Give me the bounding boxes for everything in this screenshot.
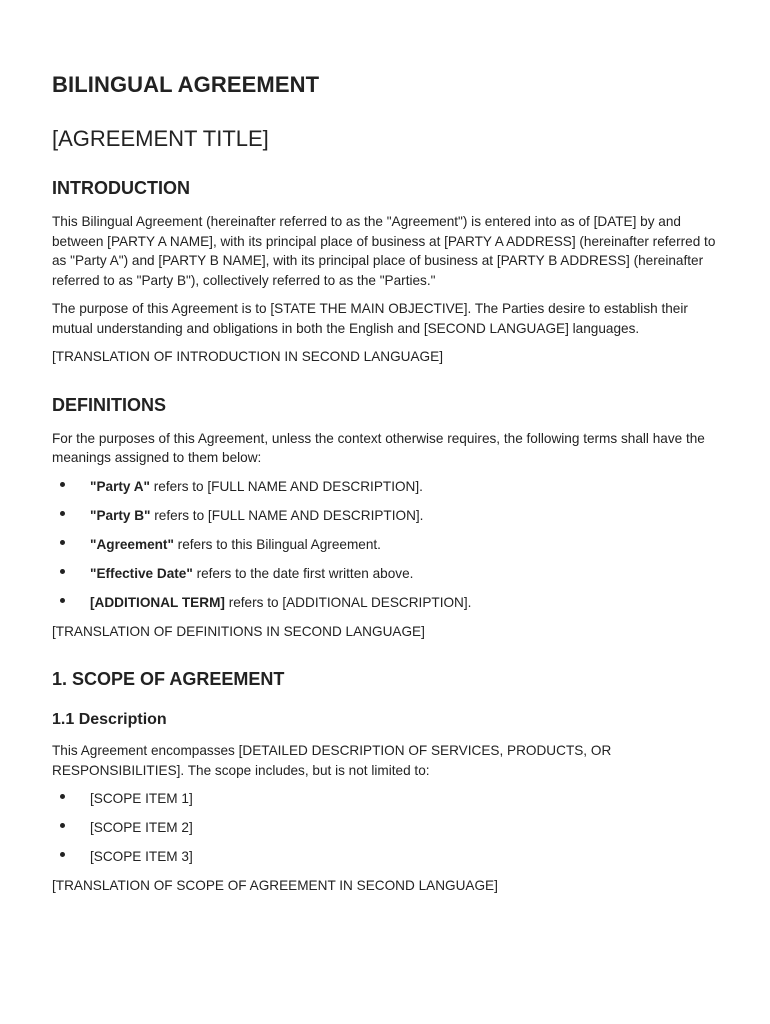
definitions-section xyxy=(52,393,720,642)
agreement-title: [AGREEMENT TITLE] xyxy=(52,126,269,151)
scope-item-text: [SCOPE ITEM 1] xyxy=(90,791,193,806)
definition-item xyxy=(52,506,720,526)
scope-item xyxy=(52,789,720,809)
definition-text: refers to [ADDITIONAL DESCRIPTION]. xyxy=(224,594,472,610)
bullet-icon xyxy=(60,482,65,487)
scope-heading: 1. SCOPE OF AGREEMENT xyxy=(52,669,285,689)
introduction-heading: INTRODUCTION xyxy=(52,178,190,198)
scope-subheading: 1.1 Description xyxy=(52,711,167,728)
bullet-icon xyxy=(60,794,65,799)
introduction-translation: [TRANSLATION OF INTRODUCTION IN SECOND LANGUAGE] xyxy=(52,349,443,364)
introduction-paragraph-2: The purpose of this Agreement is to [STATE THE MAIN OBJECTIVE]. The Parties desire to establish their mutual understanding and obligations in both the English and [SECOND LANGUAGE] languages. xyxy=(52,301,688,336)
introduction-section xyxy=(52,176,720,367)
definition-term: "Effective Date" xyxy=(90,565,193,581)
definitions-intro: For the purposes of this Agreement, unless the context otherwise requires, the following terms shall have the meanings assigned to them below: xyxy=(52,430,705,465)
definition-term: "Agreement" xyxy=(90,536,174,552)
definition-item xyxy=(52,564,720,584)
definitions-list xyxy=(52,477,720,613)
scope-section xyxy=(52,667,720,896)
definition-term: [ADDITIONAL TERM] xyxy=(90,594,225,610)
definition-text: refers to [FULL NAME AND DESCRIPTION]. xyxy=(149,478,423,494)
definitions-heading: DEFINITIONS xyxy=(52,394,167,415)
bullet-icon xyxy=(60,540,65,545)
document-title: BILINGUAL AGREEMENT xyxy=(52,72,320,97)
definitions-translation: [TRANSLATION OF DEFINITIONS IN SECOND LANGUAGE] xyxy=(52,623,425,639)
bullet-icon xyxy=(60,852,65,857)
bullet-icon xyxy=(60,823,65,828)
scope-item xyxy=(52,818,720,838)
introduction-paragraph-1: This Bilingual Agreement (hereinafter referred to as the "Agreement") is entered into as of [DATE] by and between [PARTY A NAME], with its principal place of business at [PARTY A ADDRESS] (hereinafter referred to as "Party A") and [PARTY B NAME], with its principal place of business at [PARTY B ADDRESS] (hereinafter referred to as "Party B"), collectively referred to as the "Parties." xyxy=(52,214,716,288)
bullet-icon xyxy=(60,598,65,603)
definition-item xyxy=(52,593,720,613)
bullet-icon xyxy=(60,511,65,516)
scope-list xyxy=(52,789,720,867)
definition-item xyxy=(52,535,720,555)
scope-item-text: [SCOPE ITEM 3] xyxy=(90,849,193,864)
scope-item xyxy=(52,847,720,867)
definition-term: "Party B" xyxy=(90,507,151,523)
scope-translation: [TRANSLATION OF SCOPE OF AGREEMENT IN SECOND LANGUAGE] xyxy=(52,878,498,893)
definition-text: refers to [FULL NAME AND DESCRIPTION]. xyxy=(150,507,424,523)
definition-text: refers to the date first written above. xyxy=(192,565,414,581)
definition-text: refers to this Bilingual Agreement. xyxy=(173,536,381,552)
definition-item xyxy=(52,477,720,497)
scope-item-text: [SCOPE ITEM 2] xyxy=(90,820,193,835)
bullet-icon xyxy=(60,569,65,574)
definition-term: "Party A" xyxy=(90,478,150,494)
scope-intro: This Agreement encompasses [DETAILED DESCRIPTION OF SERVICES, PRODUCTS, OR RESPONSIBILITIES]. The scope includes, but is not limited to: xyxy=(52,743,612,778)
